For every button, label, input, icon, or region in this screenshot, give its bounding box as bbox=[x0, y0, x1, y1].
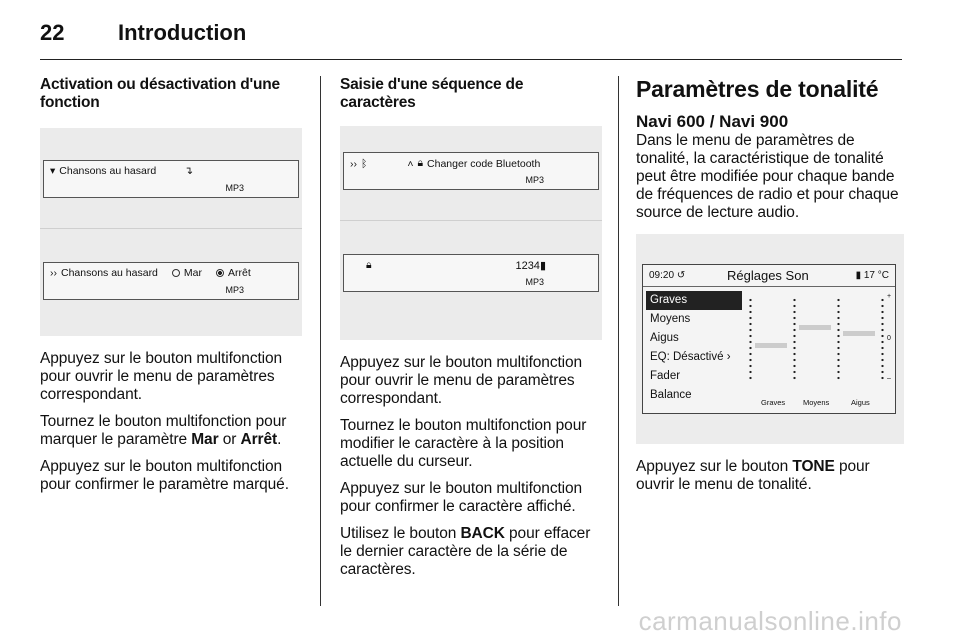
paragraph: Appuyez sur le bouton TONE pour ouvrir le menu de tonalité. bbox=[636, 458, 870, 493]
screen-row-random-songs bbox=[43, 160, 299, 198]
figure-tone-settings bbox=[636, 234, 904, 444]
bluetooth-icon: ᛒ bbox=[361, 157, 368, 170]
chevron-right-icon: › bbox=[726, 351, 731, 363]
paragraph: Appuyez sur le bouton multifonction pour ouvrir le menu de paramètres correspondant. bbox=[40, 350, 283, 403]
bold-term: Mar bbox=[191, 431, 219, 448]
heading-character-entry: Saisie d'une séquence de caractères bbox=[340, 76, 524, 111]
screen-row-code-entry bbox=[343, 254, 599, 292]
column-3 bbox=[636, 76, 904, 494]
menu-item-graves[interactable]: Graves bbox=[646, 291, 742, 310]
eq-plus-mark: + bbox=[887, 293, 892, 300]
radio-selected-icon bbox=[216, 269, 224, 277]
eq-bar-moyens bbox=[799, 325, 831, 330]
row-label: Changer code Bluetooth bbox=[427, 157, 541, 170]
eq-dotted-column bbox=[793, 297, 796, 381]
eq-dotted-column bbox=[881, 297, 884, 381]
figure-toggle-setting bbox=[40, 128, 302, 336]
figure-character-entry bbox=[340, 126, 602, 340]
chevron-down-icon: ▾ bbox=[50, 165, 56, 177]
page-header bbox=[40, 18, 902, 60]
lock-icon: 🔒︎ bbox=[366, 259, 372, 271]
eq-dotted-column bbox=[837, 297, 840, 381]
radio-empty-icon bbox=[172, 269, 180, 277]
option-arret: Arrêt bbox=[228, 267, 251, 279]
cursor-block-icon: ▮ bbox=[539, 260, 546, 272]
lock-icon: 🔒︎ bbox=[417, 157, 424, 169]
eq-label: Aigus bbox=[851, 398, 870, 407]
screen-row-random-options bbox=[43, 262, 299, 300]
eq-display bbox=[747, 291, 891, 409]
heading-activation: Activation ou désactivation d'une fonction bbox=[40, 76, 280, 111]
column-2 bbox=[340, 76, 602, 579]
clock: 09:20 ↺ bbox=[649, 270, 686, 281]
watermark: carmanualsonline.info bbox=[638, 606, 902, 636]
source-label: MP3 bbox=[525, 277, 544, 287]
subsection-title: Navi 600 / Navi 900 bbox=[636, 112, 789, 131]
eq-label: Moyens bbox=[803, 398, 830, 407]
screen-title: Réglages Son bbox=[727, 268, 809, 283]
navi-status-bar bbox=[643, 265, 895, 287]
paragraph: Tournez le bouton multifonction pour marquer le paramètre Mar or Arrêt. bbox=[40, 413, 287, 448]
row-label: Chansons au hasard bbox=[61, 267, 158, 279]
paragraph: Utilisez le bouton BACK pour effacer le dernier caractère de la série de caractères. bbox=[340, 525, 591, 578]
navi-screen bbox=[642, 264, 896, 414]
source-label: MP3 bbox=[525, 175, 544, 185]
menu-item-aigus[interactable]: Aigus bbox=[650, 332, 679, 344]
bold-term: BACK bbox=[460, 525, 505, 542]
divider bbox=[340, 220, 602, 221]
divider bbox=[40, 228, 302, 229]
eq-zero-mark: 0 bbox=[887, 335, 891, 342]
section-title: Paramètres de tonalité bbox=[636, 76, 879, 102]
row-label: Chansons au hasard bbox=[59, 165, 157, 177]
paragraph: Appuyez sur le bouton multifonction pour confirmer le paramètre marqué. bbox=[40, 458, 289, 493]
source-label: MP3 bbox=[225, 285, 244, 295]
eq-label: Graves bbox=[761, 398, 786, 407]
column-rule-1 bbox=[320, 76, 321, 606]
double-chevron-icon: ›› bbox=[350, 157, 357, 170]
return-arrow-icon: ↴ bbox=[184, 165, 193, 177]
code-value: 1234 bbox=[515, 260, 540, 272]
column-rule-2 bbox=[618, 76, 619, 606]
menu-item-fader[interactable]: Fader bbox=[650, 370, 681, 382]
paragraph: Tournez le bouton multifonction pour modifier le caractère à la position actuelle du curseur. bbox=[340, 417, 587, 470]
tone-menu bbox=[646, 291, 742, 405]
paragraph: Appuyez sur le bouton multifonction pour confirmer le caractère affiché. bbox=[340, 480, 583, 515]
screen-row-bluetooth-code bbox=[343, 152, 599, 190]
back-icon: ↺ bbox=[676, 270, 686, 281]
option-mar: Mar bbox=[183, 267, 202, 279]
double-chevron-icon: ›› bbox=[50, 267, 57, 279]
bold-term: Arrêt bbox=[240, 431, 278, 448]
phone-icon: ▮ bbox=[855, 270, 862, 281]
eq-dotted-column bbox=[749, 297, 752, 381]
bold-term: TONE bbox=[792, 458, 835, 475]
menu-item-eq[interactable]: EQ: Désactivé › bbox=[650, 351, 731, 363]
page-number: 22 bbox=[40, 20, 65, 45]
eq-bar-aigus bbox=[843, 331, 875, 336]
paragraph: Dans le menu de paramètres de tonalité, la caractéristique de tonalité peut être modifiée pour chaque bande de fréquences de radio et pour chaque source de lecture audio. bbox=[636, 132, 899, 221]
menu-item-balance[interactable]: Balance bbox=[650, 389, 692, 401]
paragraph: Appuyez sur le bouton multifonction pour ouvrir le menu de paramètres correspondant. bbox=[340, 354, 583, 407]
source-label: MP3 bbox=[225, 183, 244, 193]
caret-up-icon: ˄ bbox=[407, 157, 414, 170]
chapter-title: Introduction bbox=[118, 20, 247, 45]
column-1 bbox=[40, 76, 302, 494]
menu-item-moyens[interactable]: Moyens bbox=[650, 313, 691, 325]
eq-bar-graves bbox=[755, 343, 787, 348]
temperature: ▮ 17 °C bbox=[855, 270, 889, 281]
eq-minus-mark: – bbox=[887, 375, 891, 382]
